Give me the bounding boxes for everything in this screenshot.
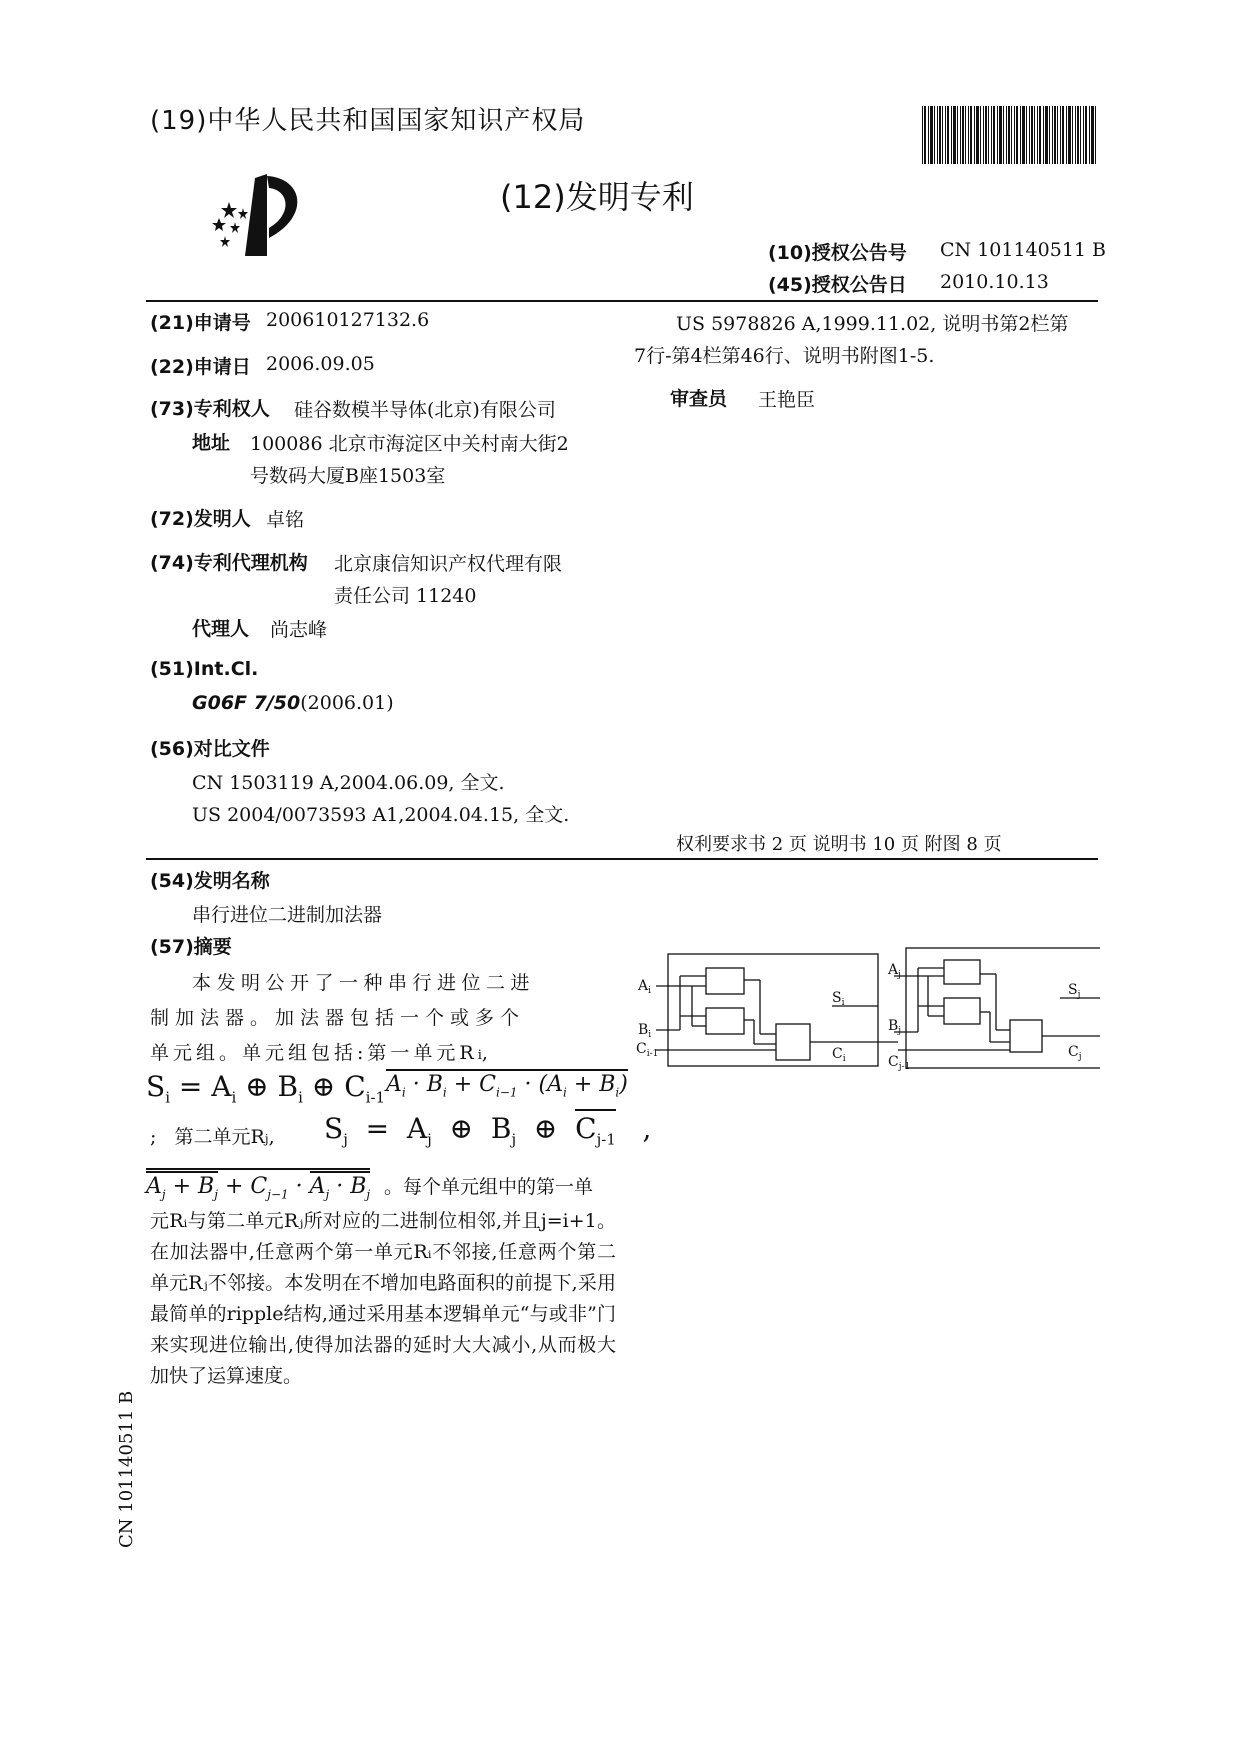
formula-ci-carry: $A_i \cdot B_i + C_{i-1} \cdot (A_i + B_i)$ — [386, 1072, 628, 1099]
pub-no-label: (10)授权公告号 — [768, 242, 907, 264]
app-date-label: (22)申请日 — [150, 356, 251, 378]
barcode-icon — [922, 106, 1098, 164]
patentee: 硅谷数模半导体(北京)有限公司 — [294, 399, 556, 421]
abstract-second-unit: ; 第二单元Rj, — [150, 1126, 275, 1148]
examiner-label: 审查员 — [670, 388, 728, 410]
reference-3-line2: 7行-第4栏第46行、说明书附图1-5. — [634, 345, 935, 367]
pub-date: 2010.10.13 — [940, 271, 1049, 293]
adder-circuit-figure — [636, 946, 1100, 1076]
fig-label-si: $S_i$ — [832, 990, 845, 1008]
header-rule — [146, 300, 1098, 302]
agency-line1: 北京康信知识产权代理有限 — [334, 553, 563, 575]
abstract-tail: 。每个单元组中的第一单 — [384, 1176, 594, 1198]
abstract-line2: 制加法器。加法器包括一个或多个 — [150, 1007, 526, 1029]
or-gate-rj-1 — [944, 998, 980, 1024]
inventor-label: (72)发明人 — [150, 508, 251, 530]
reference-2: US 2004/0073593 A1,2004.04.15, 全文. — [192, 804, 570, 826]
examiner: 王艳臣 — [758, 389, 816, 411]
abstract-line3-text: 单元组。单元组包括:第一单元R — [150, 1042, 478, 1064]
intcl-label: (51)Int.Cl. — [150, 658, 259, 680]
reference-3-line1: US 5978826 A,1999.11.02, 说明书第2栏第 — [676, 313, 1069, 335]
formula-sj: $S_j = A_j$ ⊕ $B_j$ ⊕ $C_{j-1}$ , — [324, 1112, 651, 1149]
pub-date-label: (45)授权公告日 — [768, 274, 907, 296]
app-no: 200610127132.6 — [266, 309, 430, 331]
fig-label-bj: $B_j$ — [888, 1018, 902, 1036]
fig-label-bi: $B_i$ — [638, 1022, 652, 1040]
fig-label-ci: $C_i$ — [832, 1046, 846, 1064]
intcl-classification — [192, 692, 394, 714]
agency-label: (74)专利代理机构 — [150, 552, 308, 574]
agency-line2: 责任公司 11240 — [334, 585, 477, 607]
address-label: 地址 — [192, 432, 231, 454]
fig-label-aj: $A_j$ — [888, 962, 901, 980]
aoi-gate-ri — [776, 1024, 810, 1060]
aoi-gate-rj — [1010, 1020, 1042, 1052]
invention-title: 串行进位二进制加法器 — [192, 904, 383, 926]
abstract-line1: 本发明公开了一种串行进位二进 — [192, 972, 536, 994]
agent-label: 代理人 — [192, 618, 250, 640]
mid-rule — [146, 858, 1098, 860]
sipo-logo-icon — [205, 168, 325, 260]
unit-ri-box — [668, 954, 878, 1066]
fig-label-ci-1: $C_{i-1}$ — [636, 1041, 659, 1059]
second-unit-text: 第二单元R — [174, 1126, 265, 1148]
formula-cj-carry: $A_j + B_j + C_{j-1} \cdot A_j \cdot B_j$ — [146, 1168, 370, 1201]
pub-no: CN 101140511 B — [940, 239, 1106, 261]
office-name: (19)中华人民共和国国家知识产权局 — [150, 106, 586, 136]
address-line2: 号数码大厦B座1503室 — [250, 465, 446, 487]
and-gate-ri-1 — [706, 968, 744, 994]
formula-si: $S_i = A_i$ ⊕ $B_i$ ⊕ $C_{i-1}$ — [146, 1070, 386, 1107]
patentee-label: (73)专利权人 — [150, 398, 270, 420]
side-publication-number: CN 101140511 B — [116, 1390, 137, 1548]
app-date: 2006.09.05 — [266, 353, 375, 375]
fig-label-sj: $S_j$ — [1068, 982, 1081, 1000]
page-counts: 权利要求书 2 页 说明书 10 页 附图 8 页 — [676, 834, 1002, 855]
fig-label-ai: $A_i$ — [638, 978, 652, 996]
abstract-label: (57)摘要 — [150, 936, 232, 958]
agent: 尚志峰 — [270, 619, 328, 641]
intcl-year: (2006.01) — [300, 692, 394, 714]
fig-label-cj-1: $C_{j-1}$ — [888, 1054, 911, 1072]
intcl-code: G06F 7/50 — [192, 692, 301, 714]
app-no-label: (21)申请号 — [150, 312, 251, 334]
reference-1: CN 1503119 A,2004.06.09, 全文. — [192, 772, 505, 794]
abstract-line3: 单元组。单元组包括:第一单元Ri, — [150, 1042, 492, 1064]
or-gate-ri-1 — [706, 1008, 744, 1034]
fig-label-cj: $C_j$ — [1068, 1044, 1082, 1062]
and-gate-rj-1 — [944, 960, 980, 984]
abstract-body: 元Rᵢ与第二单元Rⱼ所对应的二进制位相邻,并且j=i+1。在加法器中,任意两个第一单元Rᵢ不邻接,任意两个第二单元Rⱼ不邻接。本发明在不增加电路面积的前提下,采用最简单的ripple结构,通过采用基本逻辑单元“与或非”门来实现进位输出,使得加法器的延时大大减小,从而极大加快了运算速度。 — [150, 1210, 616, 1387]
inventor: 卓铭 — [266, 509, 305, 531]
refs-label: (56)对比文件 — [150, 738, 270, 760]
document-type: (12)发明专利 — [500, 178, 694, 216]
title-label: (54)发明名称 — [150, 870, 270, 892]
address-line1: 100086 北京市海淀区中关村南大街2 — [250, 433, 569, 455]
